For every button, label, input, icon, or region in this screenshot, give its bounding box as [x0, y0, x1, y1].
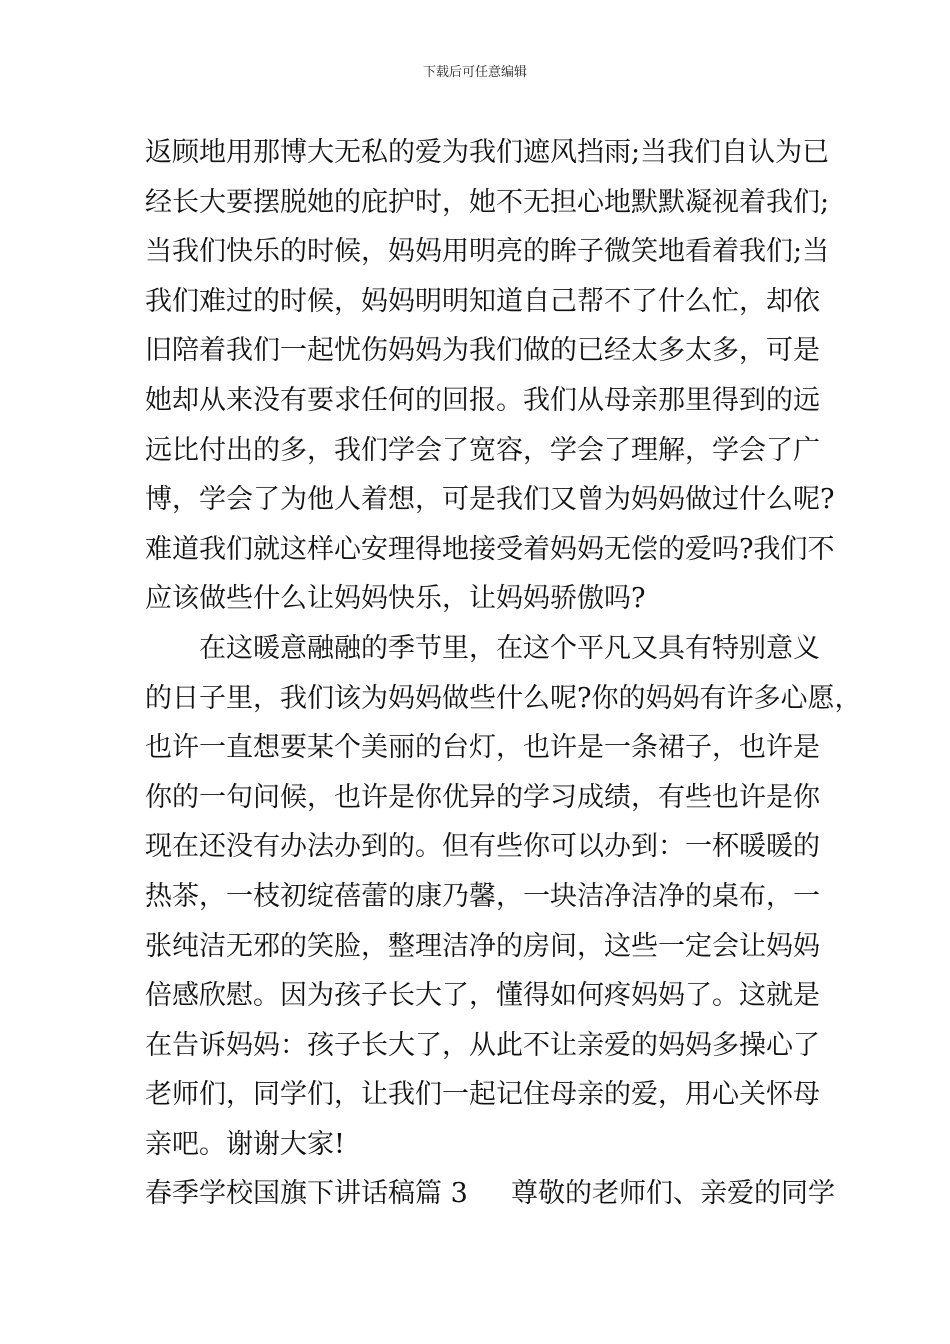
section-salutation: 尊敬的老师们、亲爱的同学	[511, 1178, 835, 1210]
text-line: 的日子里，我们该为妈妈做些什么呢?你的妈妈有许多心愿，	[145, 682, 862, 714]
text-line: 倍感欣慰。因为孩子长大了，懂得如何疼妈妈了。这就是	[145, 980, 820, 1012]
text-line: 博，学会了为他人着想，可是我们又曾为妈妈做过什么呢?	[145, 484, 835, 516]
document-body	[145, 128, 862, 1219]
text-line: 返顾地用那博大无私的爱为我们遮风挡雨;当我们自认为已	[145, 137, 830, 168]
text-line: 旧陪着我们一起忧伤妈妈为我们做的已经太多太多，可是	[145, 335, 820, 367]
text-line: 你的一句问候，也许是你优异的学习成绩，有些也许是你	[145, 781, 820, 813]
text-line: 在告诉妈妈：孩子长大了，从此不让亲爱的妈妈多操心了	[145, 1029, 820, 1061]
text-line: 也许一直想要某个美丽的台灯，也许是一条裙子，也许是	[145, 732, 820, 764]
text-line: 现在还没有办法办到的。但有些你可以办到：一杯暖暖的	[145, 831, 820, 863]
text-line: 老师们，同学们，让我们一起记住母亲的爱，用心关怀母	[145, 1079, 820, 1111]
text-line: 亲吧。谢谢大家!	[145, 1128, 345, 1160]
text-line: 在这暖意融融的季节里，在这个平凡又具有特别意义	[199, 632, 820, 664]
text-line: 她却从来没有要求任何的回报。我们从母亲那里得到的远	[145, 384, 820, 416]
text-line: 张纯洁无邪的笑脸，整理洁净的房间，这些一定会让妈妈	[145, 930, 820, 962]
text-line: 应该做些什么让妈妈快乐，让妈妈骄傲吗?	[145, 583, 646, 615]
page-header: 下载后可任意编辑	[422, 65, 527, 80]
text-line: 难道我们就这样心安理得地接受着妈妈无偿的爱吗?我们不	[145, 533, 835, 565]
paragraph-2	[145, 624, 862, 1170]
text-line: 我们难过的时候，妈妈明明知道自己帮不了什么忙，却依	[145, 285, 820, 317]
text-line: 经长大要摆脱她的庇护时，她不无担心地默默凝视着我们;	[145, 186, 830, 218]
text-line: 远比付出的多，我们学会了宽容，学会了理解，学会了广	[145, 434, 820, 466]
paragraph-1	[145, 128, 835, 624]
text-line: 当我们快乐的时候，妈妈用明亮的眸子微笑地看着我们;当	[145, 236, 830, 268]
section-title: 春季学校国旗下讲话稿篇 3	[145, 1178, 468, 1210]
section-heading	[145, 1169, 835, 1219]
text-line: 热茶，一枝初绽蓓蕾的康乃馨，一块洁净洁净的桌布，一	[145, 880, 820, 912]
